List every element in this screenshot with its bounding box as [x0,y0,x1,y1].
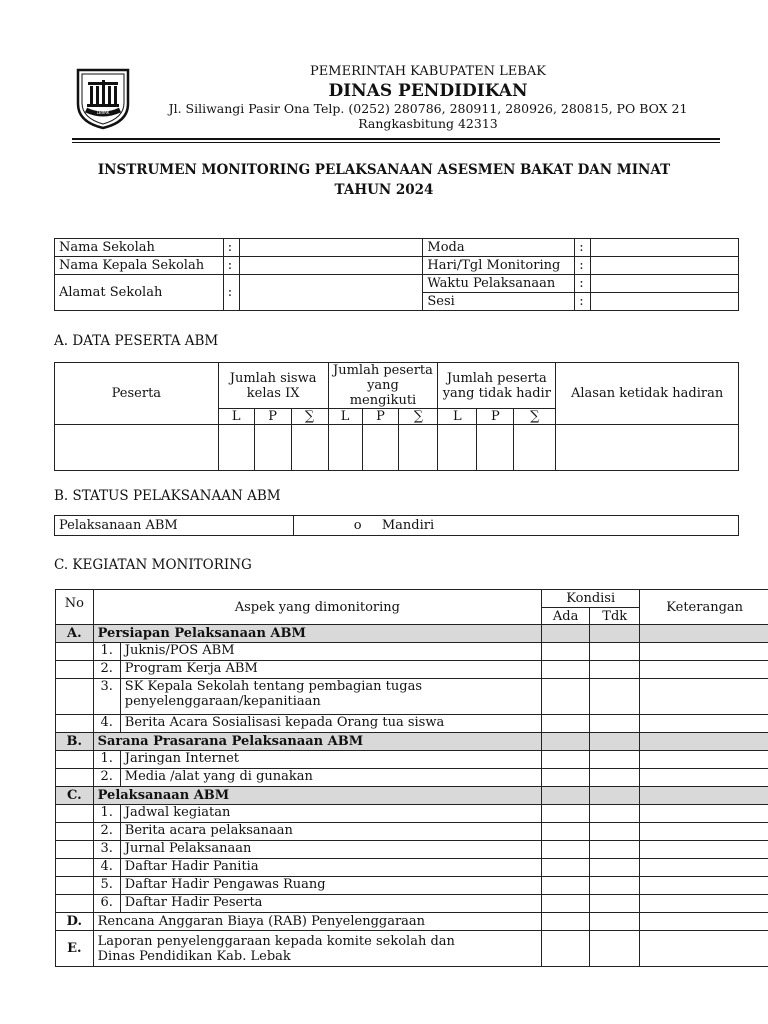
ada-checkbox[interactable] [542,913,590,931]
header-rule-thick [72,138,720,140]
item-text: Jadwal kegiatan [124,805,231,820]
input-cell[interactable] [254,425,291,471]
option-mandiri: Mandiri [381,518,435,533]
empty-cell [55,425,219,471]
keterangan-input[interactable] [640,931,768,967]
item-text: SK Kepala Sekolah tentang pembagian tugas [124,679,423,694]
sub-p: P [254,409,291,425]
item-text: Berita Acara Sosialisasi kepada Orang tua siswa [124,715,445,730]
col-kondisi: Kondisi [542,590,640,608]
keterangan-input[interactable] [640,877,768,895]
item-aspek [120,679,541,715]
col-keterangan: Keterangan [640,590,768,625]
group-row [56,625,768,643]
item-number: 4. [93,859,120,877]
item-number: 5. [93,877,120,895]
ada-checkbox[interactable] [542,805,590,823]
no-cell [56,643,94,661]
tdk-checkbox[interactable] [590,661,640,679]
keterangan-input[interactable] [640,751,768,769]
ada-checkbox[interactable] [542,823,590,841]
item-text: Berita acara pelaksanaan [124,823,293,838]
keterangan-input[interactable] [640,769,768,787]
item-number: 1. [93,751,120,769]
input-cell[interactable] [218,425,254,471]
item-row [56,877,768,895]
row-d-code: D. [56,913,94,931]
col-no: No [56,590,94,625]
tdk-checkbox[interactable] [590,931,640,967]
input-cell[interactable] [399,425,438,471]
group-code: B. [56,733,94,751]
tdk-checkbox[interactable] [590,751,640,769]
row-e-code: E. [56,931,94,967]
input-cell[interactable] [362,425,399,471]
jumlah-siswa-header: Jumlah siswa kelas IX [218,363,328,409]
section-c-heading: C. KEGIATAN MONITORING [54,557,252,573]
keterangan-input[interactable] [640,859,768,877]
tdk-checkbox[interactable] [590,841,640,859]
section-b-heading: B. STATUS PELAKSANAAN ABM [54,488,281,504]
item-aspek [120,895,541,913]
sub-sum: ∑ [514,409,556,425]
item-number: 2. [93,769,120,787]
item-row [56,769,768,787]
shield-emblem-icon [74,64,132,130]
no-cell [56,877,94,895]
item-row [56,715,768,733]
item-aspek [120,805,541,823]
item-row [56,895,768,913]
sub-l: L [328,409,362,425]
colon: : [575,257,591,275]
sub-l: L [218,409,254,425]
item-text: Jaringan Internet [124,751,240,766]
value-moda[interactable] [591,239,739,257]
tdk-checkbox[interactable] [590,679,640,715]
item-aspek [120,751,541,769]
label-hari-tgl: Hari/Tgl Monitoring [423,257,575,275]
keterangan-input[interactable] [640,661,768,679]
no-cell [56,823,94,841]
ada-checkbox[interactable] [542,859,590,877]
ada-cell [542,625,590,643]
label-moda: Moda [423,239,575,257]
no-cell [56,895,94,913]
item-row [56,859,768,877]
keterangan-input[interactable] [640,805,768,823]
colon: : [223,275,239,311]
item-text: Daftar Hadir Pengawas Ruang [124,877,326,892]
value-sesi[interactable] [591,293,739,311]
document-title: INSTRUMEN MONITORING PELAKSANAAN ASESMEN BAKAT DAN MINAT [97,162,671,178]
item-text: Program Kerja ABM [124,661,258,676]
item-number: 3. [93,679,120,715]
no-cell [56,805,94,823]
item-text-cont: penyelenggaraan/kepanitiaan [124,694,321,709]
group-title: Persiapan Pelaksanaan ABM [93,625,541,643]
item-aspek [120,841,541,859]
row-e-text [93,931,541,967]
ada-checkbox[interactable] [542,895,590,913]
item-aspek [120,877,541,895]
input-cell[interactable] [291,425,328,471]
keterangan-input[interactable] [640,841,768,859]
ada-checkbox[interactable] [542,751,590,769]
item-aspek [120,769,541,787]
keterangan-cell [640,733,768,751]
item-number: 4. [93,715,120,733]
item-row [56,805,768,823]
tdk-checkbox[interactable] [590,877,640,895]
item-text: Daftar Hadir Peserta [124,895,263,910]
item-text: Juknis/POS ABM [124,643,235,658]
col-tdk: Tdk [590,608,640,625]
sub-sum: ∑ [399,409,438,425]
item-aspek [120,823,541,841]
no-cell [56,859,94,877]
group-row [56,733,768,751]
tdk-checkbox[interactable] [590,913,640,931]
label-kepala-sekolah: Nama Kepala Sekolah [55,257,224,275]
ada-checkbox[interactable] [542,715,590,733]
group-title: Sarana Prasarana Pelaksanaan ABM [93,733,541,751]
document-year: TAHUN 2024 [334,182,434,198]
header-government: PEMERINTAH KABUPATEN LEBAK [310,64,546,79]
item-aspek [120,643,541,661]
item-text: Media /alat yang di gunakan [124,769,313,784]
value-waktu[interactable] [591,275,739,293]
no-cell [56,751,94,769]
district-logo [74,64,132,130]
keterangan-input[interactable] [640,823,768,841]
ada-checkbox[interactable] [542,769,590,787]
tdk-checkbox[interactable] [590,643,640,661]
col-aspek: Aspek yang dimonitoring [93,590,541,625]
item-row [56,679,768,715]
row-d-text: Rencana Anggaran Biaya (RAB) Penyelenggaraan [93,913,541,931]
no-cell [56,769,94,787]
alasan-header: Alasan ketidak hadiran [556,363,739,425]
item-text: Daftar Hadir Panitia [124,859,259,874]
ada-checkbox[interactable] [542,643,590,661]
sub-sum: ∑ [291,409,328,425]
svg-text:LEBAK: LEBAK [96,110,110,115]
item-aspek [120,859,541,877]
jumlah-tidak-hadir-header: Jumlah peserta yang tidak hadir [438,363,556,409]
item-row [56,841,768,859]
keterangan-input[interactable] [640,895,768,913]
monitoring-table [55,589,768,967]
input-cell[interactable] [477,425,514,471]
tdk-checkbox[interactable] [590,823,640,841]
item-aspek [120,661,541,679]
item-row [56,823,768,841]
colon: : [223,239,239,257]
label-alamat-sekolah: Alamat Sekolah [55,275,224,311]
peserta-table [54,362,739,471]
keterangan-input[interactable] [640,913,768,931]
header-department: DINAS PENDIDIKAN [328,81,528,101]
item-aspek [120,715,541,733]
keterangan-input[interactable] [640,679,768,715]
ada-checkbox[interactable] [542,877,590,895]
peserta-header: Peserta [55,363,219,425]
status-option[interactable] [293,516,738,536]
section-a-heading: A. DATA PESERTA ABM [54,333,219,349]
label-nama-sekolah: Nama Sekolah [55,239,224,257]
colon: : [575,275,591,293]
ada-checkbox[interactable] [542,679,590,715]
row-e-line1: Laporan penyelenggaraan kepada komite sekolah dan [97,933,455,949]
item-number: 2. [93,661,120,679]
input-cell[interactable] [438,425,477,471]
ada-checkbox[interactable] [542,661,590,679]
keterangan-input[interactable] [640,643,768,661]
item-row [56,661,768,679]
item-number: 3. [93,841,120,859]
item-text: Jurnal Pelaksanaan [124,841,252,856]
keterangan-input[interactable] [640,715,768,733]
status-table [54,515,739,536]
col-ada: Ada [542,608,590,625]
status-label: Pelaksanaan ABM [55,516,294,536]
item-number: 6. [93,895,120,913]
colon: : [223,257,239,275]
item-number: 2. [93,823,120,841]
sub-l: L [438,409,477,425]
no-cell [56,679,94,715]
input-cell[interactable] [556,425,739,471]
row-d [56,913,768,931]
row-e [56,931,768,967]
value-kepala-sekolah[interactable] [239,257,423,275]
no-cell [56,841,94,859]
no-cell [56,661,94,679]
tdk-checkbox[interactable] [590,859,640,877]
tdk-cell [590,787,640,805]
ada-checkbox[interactable] [542,841,590,859]
keterangan-cell [640,625,768,643]
tdk-cell [590,733,640,751]
item-number: 1. [93,805,120,823]
label-waktu: Waktu Pelaksanaan [423,275,575,293]
sub-p: P [477,409,514,425]
identity-table [54,238,739,311]
row-e-line2: Dinas Pendidikan Kab. Lebak [97,948,291,964]
tdk-checkbox[interactable] [590,805,640,823]
group-row [56,787,768,805]
value-hari-tgl[interactable] [591,257,739,275]
tdk-checkbox[interactable] [590,769,640,787]
keterangan-cell [640,787,768,805]
item-number: 1. [93,643,120,661]
header-city: Rangkasbitung 42313 [358,116,498,131]
radio-bullet-icon[interactable]: o [353,518,362,533]
tdk-checkbox[interactable] [590,715,640,733]
value-nama-sekolah[interactable] [239,239,423,257]
ada-cell [542,787,590,805]
tdk-cell [590,625,640,643]
group-code: A. [56,625,94,643]
item-row [56,643,768,661]
tdk-checkbox[interactable] [590,895,640,913]
ada-cell [542,733,590,751]
header-address: Jl. Siliwangi Pasir Ona Telp. (0252) 280786, 280911, 280926, 280815, PO BOX 21 [168,101,688,116]
value-alamat-sekolah[interactable] [239,275,423,311]
group-code: C. [56,787,94,805]
input-cell[interactable] [514,425,556,471]
colon: : [575,293,591,311]
jumlah-mengikuti-header: Jumlah peserta yang mengikuti [328,363,438,409]
group-title: Pelaksanaan ABM [93,787,541,805]
label-sesi: Sesi [423,293,575,311]
item-row [56,751,768,769]
colon: : [575,239,591,257]
input-cell[interactable] [328,425,362,471]
ada-checkbox[interactable] [542,931,590,967]
sub-p: P [362,409,399,425]
no-cell [56,715,94,733]
header-rule-thin [72,142,720,143]
